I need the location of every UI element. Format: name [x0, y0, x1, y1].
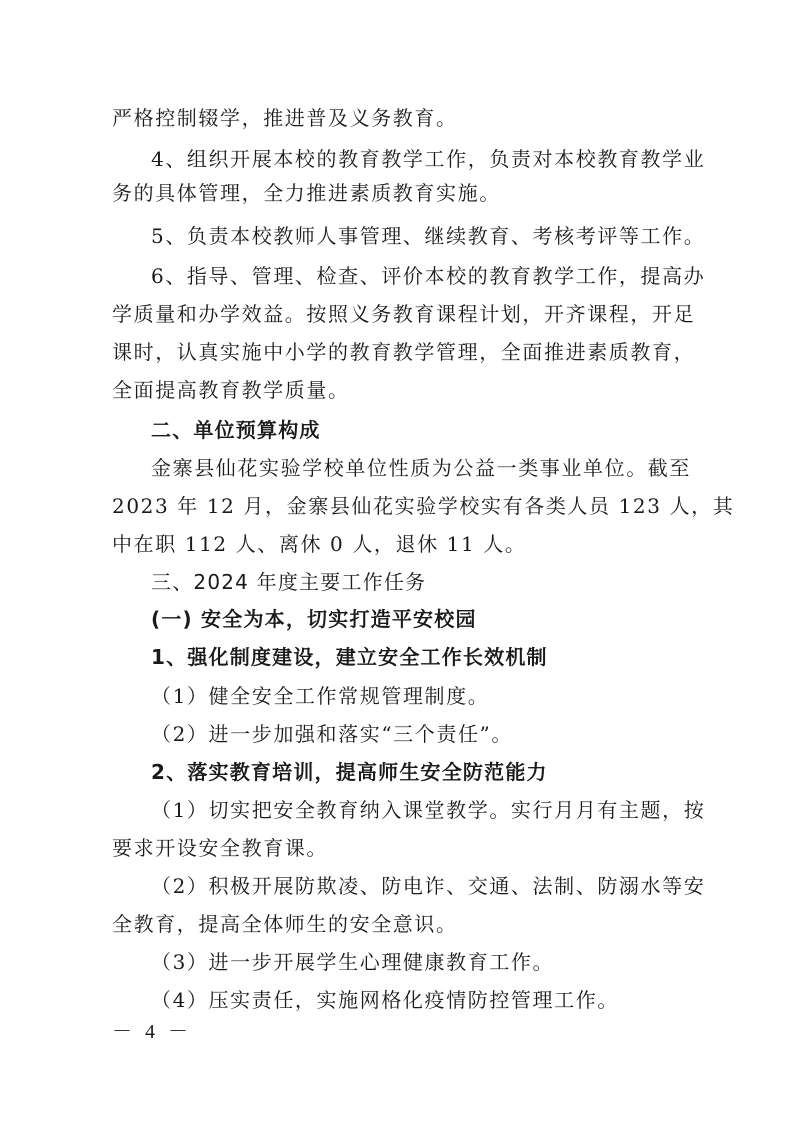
sub-item-2-2-line-1: （2）积极开展防欺凌、防电诈、交通、法制、防溺水等安 [151, 874, 706, 898]
item-heading-1: 1、强化制度建设，建立安全工作长效机制 [151, 645, 548, 669]
item-heading-2: 2、落实教育培训，提高师生安全防范能力 [151, 760, 548, 784]
list-item-4-line-2: 务的具体管理，全力推进素质教育实施。 [112, 181, 501, 205]
section-heading-tasks: 三、2024 年度主要工作任务 [151, 570, 427, 594]
list-item-6-line-2: 学质量和办学效益。按照义务教育课程计划，开齐课程，开足 [112, 302, 696, 326]
budget-paragraph-line-3: 中在职 112 人、离休 0 人，退休 11 人。 [112, 532, 527, 556]
paragraph-line: 严格控制辍学，推进普及义务教育。 [112, 106, 458, 130]
page-number: － 4 － [112, 1021, 192, 1043]
sub-item-2-2-line-2: 全教育，提高全体师生的安全意识。 [112, 912, 458, 936]
budget-paragraph-line-2: 2023 年 12 月，金寨县仙花实验学校实有各类人员 123 人，其 [112, 494, 735, 518]
budget-paragraph-line-1: 金寨县仙花实验学校单位性质为公益一类事业单位。截至 [151, 456, 691, 480]
sub-item-2-3: （3）进一步开展学生心理健康教育工作。 [151, 950, 555, 974]
sub-item-2-4: （4）压实责任，实施网格化疫情防控管理工作。 [151, 988, 619, 1012]
list-item-5: 5、负责本校教师人事管理、继续教育、考核考评等工作。 [151, 224, 706, 248]
list-item-6-line-4: 全面提高教育教学质量。 [112, 378, 350, 402]
sub-item-1-2: （2）进一步加强和落实“三个责任”。 [151, 722, 513, 746]
sub-item-2-1-line-2: 要求开设安全教育课。 [112, 836, 328, 860]
subsection-heading-safety: (一) 安全为本，切实打造平安校园 [151, 607, 477, 631]
list-item-6-line-1: 6、指导、管理、检查、评价本校的教育教学工作，提高办 [151, 264, 706, 288]
list-item-6-line-3: 课时，认真实施中小学的教育教学管理，全面推进素质教育， [112, 340, 696, 364]
sub-item-2-1-line-1: （1）切实把安全教育纳入课堂教学。实行月月有主题，按 [151, 798, 706, 822]
section-heading-budget: 二、单位预算构成 [151, 418, 321, 442]
list-item-4-line-1: 4、组织开展本校的教育教学工作，负责对本校教育教学业 [151, 147, 706, 171]
sub-item-1-1: （1）健全安全工作常规管理制度。 [151, 684, 490, 708]
